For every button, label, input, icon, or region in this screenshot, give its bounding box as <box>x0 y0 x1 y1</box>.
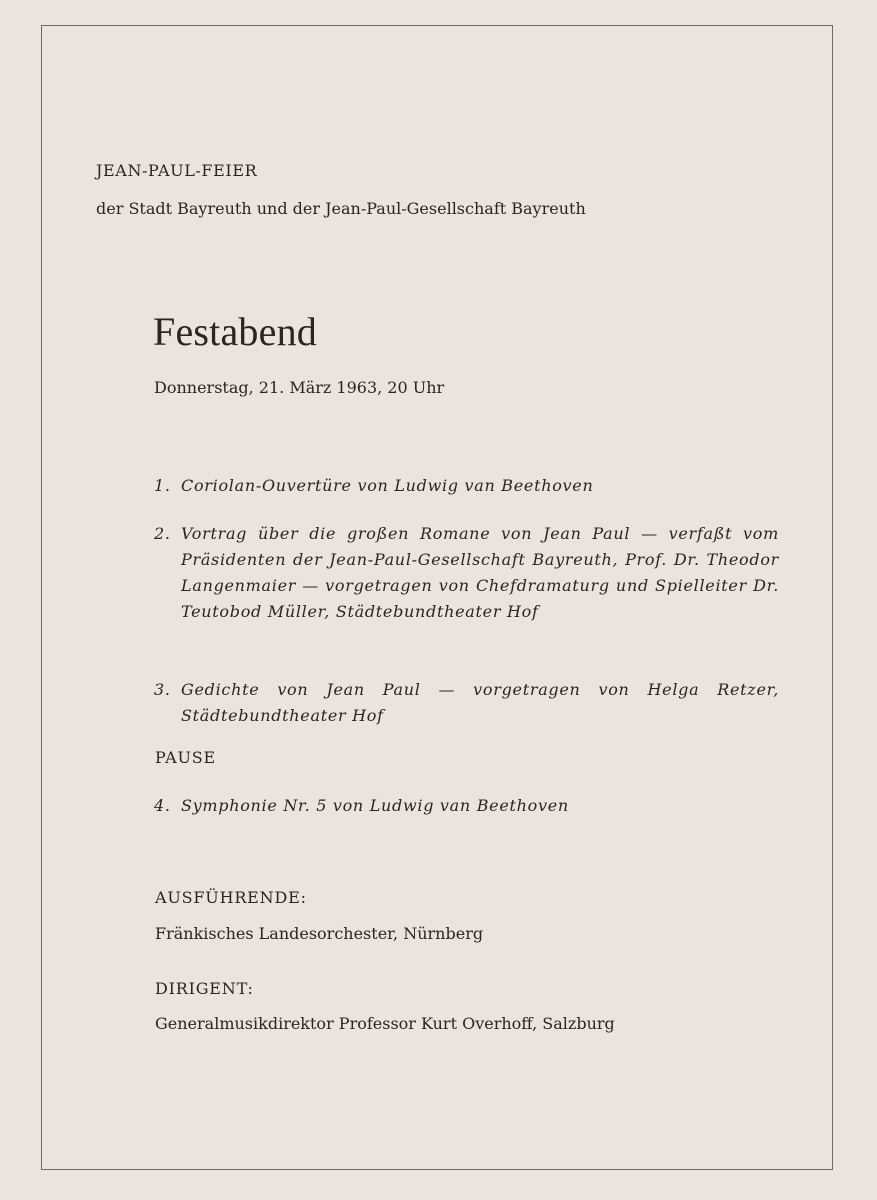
program-item <box>154 793 779 819</box>
program-item <box>154 521 779 625</box>
pause-label: PAUSE <box>155 748 216 767</box>
program-item-text: Vortrag über die großen Romane von Jean Paul — verfaßt vom Präsidenten der Jean-Paul-Gesellschaft Bayreuth, Prof. Dr. Theodor Langenmaier — vorgetragen von Chefdramaturg und Spielleiter Dr. Teutobod Müller, Städtebundtheater Hof <box>181 524 779 621</box>
program-item-number: 2. <box>154 524 171 543</box>
program-item <box>154 473 779 499</box>
program-item-text: Coriolan-Ouvertüre von Ludwig van Beethoven <box>181 476 594 495</box>
program-item-number: 4. <box>154 796 171 815</box>
organizer-title: JEAN-PAUL-FEIER <box>96 161 258 180</box>
organizer-subtitle: der Stadt Bayreuth und der Jean-Paul-Gesellschaft Bayreuth <box>96 199 586 218</box>
event-date: Donnerstag, 21. März 1963, 20 Uhr <box>154 378 445 397</box>
program-item <box>154 677 779 729</box>
performers-value: Fränkisches Landesorchester, Nürnberg <box>155 924 484 943</box>
program-item-number: 1. <box>154 476 171 495</box>
event-title: Festabend <box>153 309 317 354</box>
program-item-number: 3. <box>154 680 171 699</box>
performers-label: AUSFÜHRENDE: <box>155 888 307 907</box>
program-item-text: Symphonie Nr. 5 von Ludwig van Beethoven <box>181 796 569 815</box>
conductor-label: DIRIGENT: <box>155 979 254 998</box>
program-item-text: Gedichte von Jean Paul — vorgetragen von Helga Retzer, Städtebundtheater Hof <box>181 680 779 725</box>
conductor-value: Generalmusikdirektor Professor Kurt Overhoff, Salzburg <box>155 1014 615 1033</box>
